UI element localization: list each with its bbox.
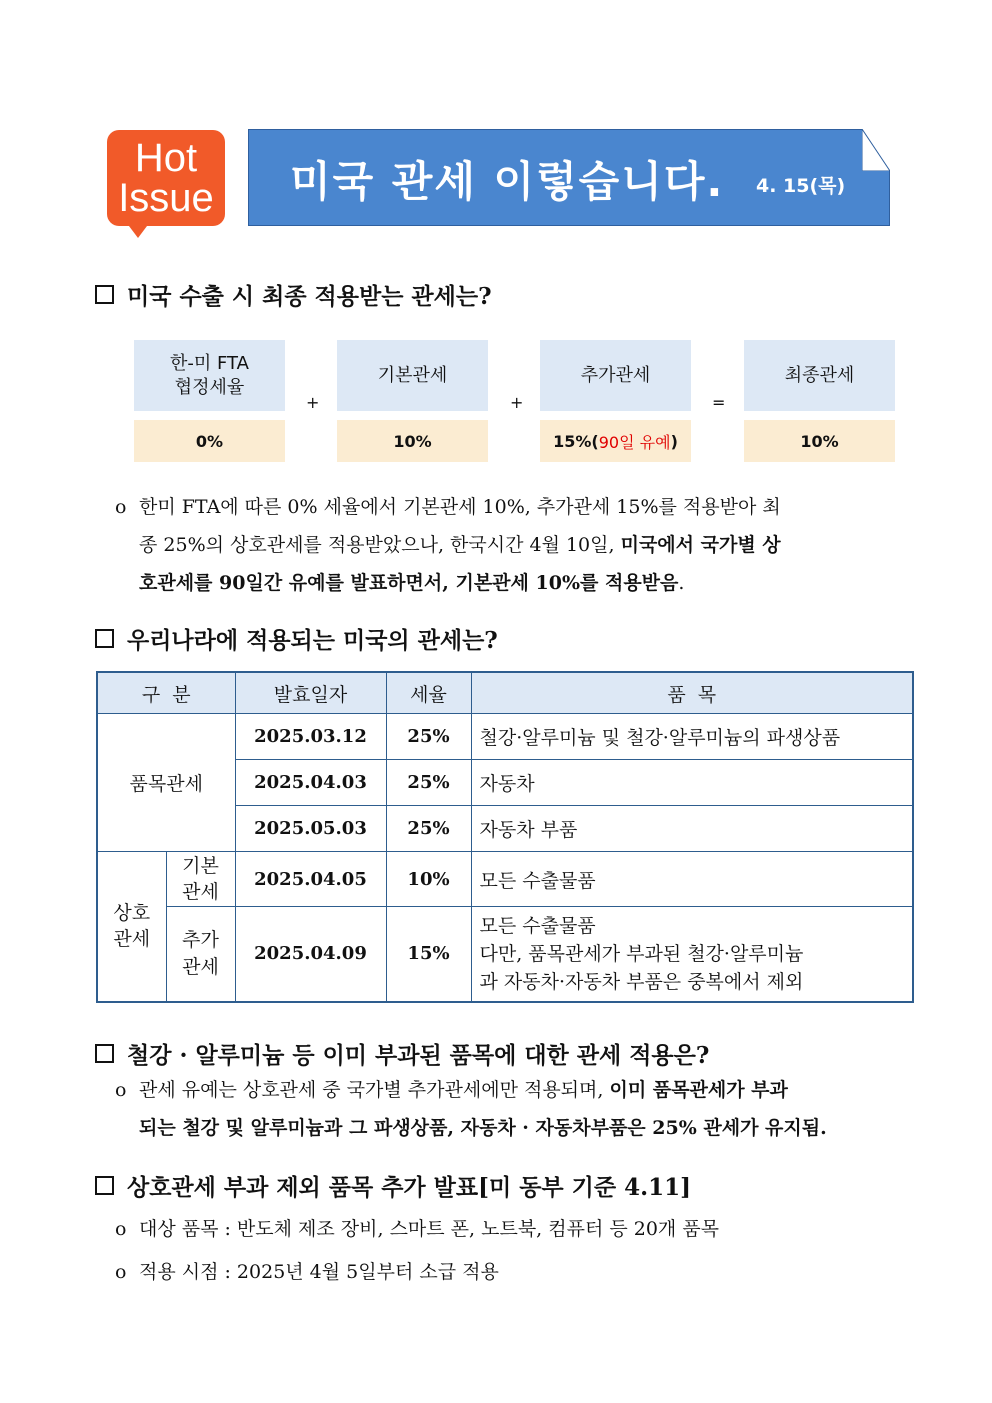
bullet-line-bold: 호관세를 90일간 유예를 발표하면서, 기본관세 10%를 적용받음	[139, 572, 679, 594]
additional-value	[540, 420, 691, 462]
tariff-item: 자동차 부품	[471, 806, 913, 852]
page-fold-corner	[862, 129, 890, 171]
basic-value: 10%	[337, 420, 488, 462]
tariff-rate: 10%	[386, 852, 471, 907]
page-title: 미국 관세 이렇습니다.	[290, 157, 725, 206]
bullet-line-end: .	[678, 572, 685, 594]
tariff-rate: 25%	[386, 806, 471, 852]
formula-additional-label: 추가관세	[540, 340, 691, 411]
subgroup-additional	[166, 907, 235, 1002]
additional-value-rate: 15%(	[553, 431, 599, 451]
section4-bullets	[115, 1208, 719, 1294]
plus-sign: +	[510, 393, 524, 412]
effective-date: 2025.05.03	[235, 806, 386, 852]
table-header-row	[97, 672, 913, 714]
equals-sign: =	[712, 393, 726, 412]
formula-fta-label	[134, 340, 285, 411]
checkbox-square-icon	[95, 1044, 114, 1063]
group-label-line: 관세	[113, 928, 151, 951]
group-item-tariff: 품목관세	[97, 714, 235, 852]
column-header: 발효일자	[235, 672, 386, 714]
column-header: 품 목	[471, 672, 913, 714]
section-heading-text: 철강 · 알루미늄 등 이미 부과된 품목에 대한 관세 적용은?	[127, 1042, 710, 1069]
tariff-item-line: 다만, 품목관세가 부과된 철강·알루미늄	[479, 942, 804, 965]
formula-basic-label: 기본관세	[337, 340, 488, 411]
bullet-line: 한미 FTA에 따른 0% 세율에서 기본관세 10%, 추가관세 15%를 적용받아 최	[139, 496, 781, 518]
badge-tail	[126, 222, 150, 238]
formula-final-label: 최종관세	[744, 340, 895, 411]
subgroup-label-line: 기본	[182, 855, 219, 877]
subgroup-label-line: 관세	[182, 955, 219, 978]
table-row	[97, 907, 913, 1002]
tariff-item: 모든 수출물품	[471, 852, 913, 907]
section1-bullet	[115, 488, 781, 602]
fta-value: 0%	[134, 420, 285, 462]
section3-bullet	[115, 1071, 827, 1147]
tariff-item: 철강·알루미늄 및 철강·알루미늄의 파생상품	[471, 714, 913, 760]
issue-date: 4. 15(목)	[756, 175, 846, 197]
tariff-rate: 25%	[386, 714, 471, 760]
tariff-item-line: 모든 수출물품	[479, 914, 596, 937]
subgroup-label-line: 추가	[182, 928, 219, 951]
table-row	[97, 852, 913, 907]
section-heading-text: 미국 수출 시 최종 적용받는 관세는?	[127, 283, 492, 310]
bullet-line: 종 25%의 상호관세를 적용받았으나, 한국시간 4월 10일,	[139, 534, 621, 556]
tariff-rate: 15%	[386, 907, 471, 1002]
bullet-mark: o	[115, 1218, 127, 1240]
bullet-line: 관세 유예는 상호관세 중 국가별 추가관세에만 적용되며,	[139, 1079, 610, 1101]
effective-date: 2025.03.12	[235, 714, 386, 760]
effective-date: 2025.04.05	[235, 852, 386, 907]
bullet-line-bold: 미국에서 국가별 상	[620, 534, 781, 556]
section-heading-steel-aluminum	[95, 1037, 709, 1070]
bullet-mark: o	[115, 1261, 127, 1283]
hot-issue-badge	[107, 130, 225, 226]
fta-label-line1: 한-미 FTA	[170, 352, 249, 374]
additional-value-note: 90일 유예	[598, 432, 671, 452]
column-header: 세율	[386, 672, 471, 714]
section-heading-exemptions	[95, 1169, 691, 1202]
fta-label-line2: 협정세율	[174, 376, 245, 398]
section-heading-applied-tariffs	[95, 622, 498, 655]
tariff-item: 자동차	[471, 760, 913, 806]
tariff-item	[471, 907, 913, 1002]
tariff-table	[96, 671, 914, 1003]
table-row	[97, 714, 913, 760]
section-heading-final-tariff	[95, 278, 492, 311]
effective-date: 2025.04.09	[235, 907, 386, 1002]
section-heading-text: 우리나라에 적용되는 미국의 관세는?	[127, 627, 498, 654]
final-value: 10%	[744, 420, 895, 462]
subgroup-label-line: 관세	[182, 881, 219, 903]
bullet-line-bold: 이미 품목관세가 부과	[609, 1079, 788, 1101]
additional-value-close: )	[670, 431, 678, 451]
checkbox-square-icon	[95, 285, 114, 304]
badge-line-issue: Issue	[118, 176, 214, 220]
bullet-line: 대상 품목 : 반도체 제조 장비, 스마트 폰, 노트북, 컴퓨터 등 20개 품목	[139, 1218, 720, 1240]
bullet-line-bold: 되는 철강 및 알루미늄과 그 파생상품, 자동차 · 자동차부품은 25% 관세가 유지됨.	[139, 1117, 827, 1139]
badge-line-hot: Hot	[134, 136, 198, 180]
column-header: 구 분	[97, 672, 235, 714]
bullet-line: 적용 시점 : 2025년 4월 5일부터 소급 적용	[139, 1261, 499, 1283]
plus-sign: +	[306, 393, 320, 412]
group-reciprocal-tariff	[97, 852, 166, 1002]
bullet-mark: o	[115, 1079, 127, 1101]
tariff-item-line: 과 자동차·자동차 부품은 중복에서 제외	[479, 970, 804, 993]
checkbox-square-icon	[95, 629, 114, 648]
tariff-rate: 25%	[386, 760, 471, 806]
bullet-mark: o	[115, 496, 127, 518]
checkbox-square-icon	[95, 1176, 114, 1195]
group-label-line: 상호	[113, 902, 151, 925]
section-heading-text: 상호관세 부과 제외 품목 추가 발표[미 동부 기준 4.11]	[127, 1174, 691, 1201]
subgroup-basic	[166, 852, 235, 907]
effective-date: 2025.04.03	[235, 760, 386, 806]
